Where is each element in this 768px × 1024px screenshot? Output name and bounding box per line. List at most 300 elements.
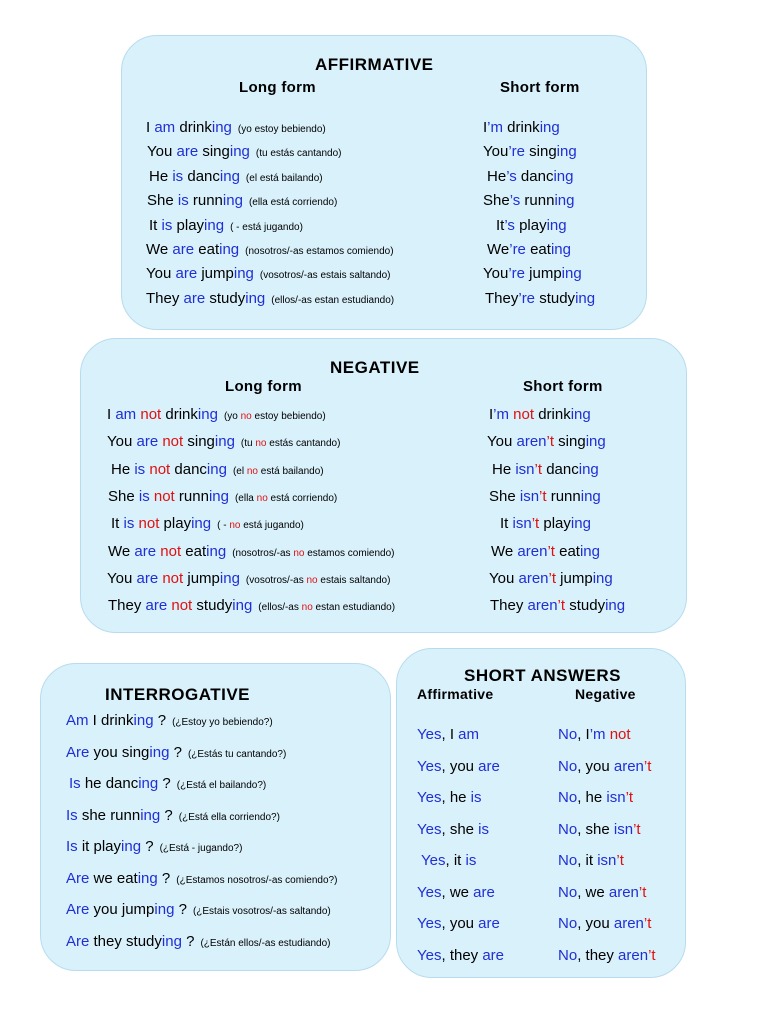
row-segment: not (138, 515, 160, 533)
translation-note (230, 222, 303, 233)
row-segment: ing (605, 597, 626, 615)
table-row (491, 543, 600, 560)
table-row (489, 406, 591, 423)
affirmative-short-header: Short form (500, 79, 580, 96)
row-segment: is (470, 789, 482, 806)
table-row (500, 515, 591, 532)
row-segment: , she (577, 820, 614, 838)
row-segment: danc (516, 167, 554, 185)
row-segment: He (111, 460, 135, 478)
row-segment: She (147, 192, 178, 210)
row-segment: ing (585, 433, 606, 451)
row-segment: Yes (417, 789, 442, 806)
table-row (66, 838, 242, 855)
row-segment: ’re (508, 143, 525, 161)
table-row (483, 143, 577, 160)
table-row (146, 265, 391, 282)
row-segment: Yes (417, 946, 442, 964)
row-segment: ing (211, 119, 232, 136)
row-segment: ’m (493, 406, 509, 423)
note-segment: (¿Estais vosotros/-as saltando) (192, 906, 331, 917)
row-segment: , they (577, 946, 619, 964)
note-segment: está corriendo) (267, 492, 338, 504)
row-segment: ’t (648, 946, 656, 964)
note-segment: no (293, 547, 305, 559)
row-segment: ’t (643, 757, 652, 775)
row-segment: runn (174, 487, 209, 505)
table-row (66, 933, 331, 950)
translation-note (233, 466, 324, 477)
short-answers-title: SHORT ANSWERS (464, 666, 621, 685)
table-row (149, 168, 323, 185)
row-segment: , you (441, 915, 479, 932)
row-segment: eat (194, 241, 220, 258)
row-segment: ing (550, 241, 571, 258)
row-segment: not (160, 542, 182, 560)
row-segment: ing (219, 241, 240, 258)
row-segment: You (489, 569, 519, 587)
row-segment: are (478, 757, 500, 775)
row-segment: They (485, 289, 519, 307)
table-row (417, 758, 500, 775)
table-row (107, 406, 326, 423)
row-segment: It (149, 216, 162, 234)
row-segment: you sing (89, 743, 150, 761)
note-segment: está jugando) (240, 520, 304, 532)
row-segment: are (134, 542, 157, 560)
row-segment: I (489, 406, 494, 423)
note-segment: (nosotros/-as estamos comiendo) (245, 246, 394, 257)
row-segment: Is (66, 806, 78, 824)
row-segment: ’s (504, 216, 515, 234)
row-segment: not (171, 597, 193, 615)
row-segment: am (154, 119, 176, 136)
row-segment: You (483, 265, 509, 283)
note-segment: (el está bailando) (245, 172, 323, 184)
row-segment: isn (606, 789, 626, 806)
table-row (66, 712, 273, 729)
row-segment: drink (175, 119, 212, 136)
row-segment: , you (577, 915, 614, 932)
note-segment: (¿Está ella corriendo?) (178, 811, 280, 823)
row-segment: study (205, 289, 246, 307)
table-row (558, 758, 651, 775)
row-segment: ing (554, 192, 575, 210)
table-row (483, 265, 582, 282)
row-segment: Yes (417, 883, 442, 901)
row-segment: ing (121, 838, 142, 855)
translation-note (241, 438, 341, 449)
table-row (558, 726, 631, 743)
row-segment: They (108, 597, 146, 615)
row-segment: isn (515, 460, 535, 478)
row-segment: runn (520, 192, 555, 210)
row-segment: It (496, 216, 505, 234)
row-segment: ing (137, 869, 158, 887)
row-segment: ing (561, 265, 582, 283)
row-segment: ’t (539, 487, 547, 505)
row-segment: is (478, 820, 490, 838)
row-segment: not (140, 406, 162, 423)
table-row (66, 744, 286, 761)
table-row (558, 884, 646, 901)
row-segment: We (108, 542, 135, 560)
row-segment: We (487, 241, 510, 258)
row-segment: I (483, 119, 488, 136)
row-segment: We (491, 542, 518, 560)
row-segment: , you (577, 757, 614, 775)
row-segment: No (558, 757, 578, 775)
row-segment: Yes (417, 726, 442, 743)
interrogative-title: INTERROGATIVE (105, 685, 251, 704)
row-segment: ing (206, 542, 227, 560)
table-row (558, 789, 633, 806)
note-segment: (ellos/-as estan estudiando) (271, 294, 395, 306)
translation-note (235, 493, 337, 504)
table-row (417, 821, 489, 838)
table-row (108, 488, 337, 505)
row-segment: she runn (77, 806, 141, 824)
row-segment: is (123, 515, 135, 533)
note-segment: (nosotros/-as (232, 547, 294, 559)
note-segment: estoy bebiendo) (251, 411, 326, 422)
row-segment: are (136, 569, 159, 587)
row-segment: ing (222, 192, 243, 210)
row-segment: It (111, 515, 124, 533)
table-row (66, 901, 331, 918)
note-segment: (vosotros/-as estais saltando) (259, 270, 391, 282)
translation-note (179, 812, 280, 823)
translation-note (200, 938, 330, 949)
row-segment: ing (578, 460, 599, 478)
row-segment: She (108, 487, 139, 505)
row-segment: , I (577, 726, 590, 743)
row-segment: She (489, 487, 520, 505)
row-segment: isn (519, 487, 540, 505)
note-segment: estan estudiando) (312, 602, 396, 614)
row-segment: Are (66, 901, 90, 918)
translation-note (232, 548, 394, 559)
row-segment: danc (170, 460, 207, 478)
row-segment: ing (197, 406, 218, 423)
row-segment: isn (613, 820, 634, 838)
row-segment: eat (554, 542, 580, 560)
table-row (69, 775, 266, 792)
translation-note (217, 520, 304, 531)
note-segment: (¿Estoy yo bebiendo?) (172, 717, 273, 728)
table-row (111, 515, 304, 532)
row-segment: jump (183, 569, 220, 587)
short-answers-aff-header: Affirmative (417, 686, 494, 702)
row-segment: aren (518, 569, 549, 587)
translation-note (260, 270, 391, 281)
table-row (558, 915, 651, 932)
row-segment: ’t (548, 569, 557, 587)
row-segment: danc (542, 460, 579, 478)
row-segment: , it (445, 852, 466, 869)
row-segment: aren (527, 597, 558, 615)
note-segment: no (255, 438, 267, 450)
table-row (558, 852, 624, 869)
row-segment: , we (577, 883, 609, 901)
row-segment: are (172, 241, 195, 258)
row-segment: No (558, 852, 578, 869)
row-segment: am (115, 406, 137, 423)
row-segment: ? (157, 869, 171, 887)
row-segment: is (465, 852, 477, 869)
row-segment: are (473, 883, 495, 901)
row-segment: She (483, 192, 510, 210)
table-row (108, 597, 395, 614)
row-segment: ing (219, 569, 240, 587)
note-segment: no (306, 574, 318, 586)
row-segment: ? (141, 838, 154, 855)
row-segment: ’t (531, 515, 540, 533)
row-segment: not (153, 487, 175, 505)
table-row (147, 143, 342, 160)
row-segment: is (161, 216, 173, 234)
row-segment: ing (229, 143, 250, 161)
row-segment: they study (89, 932, 162, 950)
row-segment: ? (158, 775, 171, 792)
affirmative-long-header: Long form (239, 79, 316, 96)
translation-note (188, 749, 286, 760)
row-segment: , she (441, 820, 479, 838)
row-segment: sing (183, 433, 215, 451)
affirmative-title: AFFIRMATIVE (315, 55, 434, 74)
translation-note (176, 875, 337, 886)
row-segment: They (490, 597, 528, 615)
translation-note (256, 148, 342, 159)
interrogative-panel (40, 663, 391, 971)
row-segment: No (558, 820, 578, 838)
table-row (485, 290, 595, 307)
note-segment: (¿Está el bailando?) (176, 780, 267, 791)
row-segment: You (483, 143, 509, 161)
row-segment: No (558, 883, 578, 901)
row-segment: , you (441, 757, 479, 775)
row-segment: are (136, 433, 159, 451)
row-segment: ing (245, 289, 266, 307)
row-segment: ing (138, 775, 159, 792)
table-row (149, 217, 303, 234)
note-segment: (ellos/-as (258, 602, 302, 614)
row-segment: eat (525, 241, 551, 258)
row-segment: ing (553, 167, 574, 185)
row-segment: isn (512, 515, 532, 533)
note-segment: estamos comiendo) (304, 547, 395, 559)
negative-short-header: Short form (523, 378, 603, 395)
row-segment: He (492, 460, 516, 478)
row-segment: ? (174, 901, 187, 918)
row-segment: aren (608, 883, 639, 901)
table-row (146, 241, 394, 258)
row-segment: No (558, 789, 578, 806)
row-segment: They (146, 289, 184, 307)
note-segment: (¿Estás tu cantando?) (187, 748, 287, 760)
row-segment: No (558, 915, 578, 932)
row-segment: runn (546, 487, 581, 505)
note-segment: no (301, 602, 313, 614)
note-segment: (tu (240, 438, 256, 450)
note-segment: ( - (217, 520, 230, 532)
row-segment: not (162, 569, 184, 587)
row-segment: You (147, 143, 177, 161)
translation-note (245, 246, 393, 257)
row-segment: ing (154, 901, 175, 918)
table-row (417, 726, 479, 743)
row-segment: ’s (509, 192, 521, 210)
table-row (421, 852, 476, 869)
row-segment: am (458, 726, 479, 743)
row-segment: is (134, 460, 146, 478)
row-segment: play (172, 216, 205, 234)
row-segment: Yes (417, 820, 442, 838)
row-segment: Yes (417, 757, 442, 775)
row-segment: study (565, 597, 606, 615)
note-segment: (¿Estamos nosotros/-as comiendo?) (176, 874, 338, 886)
row-segment: not (149, 460, 171, 478)
table-row (487, 241, 571, 258)
row-segment: not (513, 406, 535, 423)
row-segment: It (500, 515, 513, 533)
table-row (489, 570, 613, 587)
negative-long-header: Long form (225, 378, 302, 395)
row-segment: aren (517, 542, 548, 560)
row-segment: ing (570, 406, 591, 423)
row-segment: ’t (616, 852, 624, 869)
row-segment: , it (577, 852, 598, 869)
negative-title: NEGATIVE (330, 358, 420, 377)
row-segment: ’re (508, 265, 525, 283)
row-segment: danc (183, 167, 220, 185)
row-segment: ’m (589, 726, 606, 743)
table-row (492, 461, 599, 478)
note-segment: (vosotros/-as (245, 574, 307, 586)
table-row (490, 597, 625, 614)
row-segment: ’t (547, 542, 555, 560)
row-segment: Yes (421, 852, 446, 869)
translation-note (246, 173, 323, 184)
short-answers-panel (396, 648, 686, 978)
table-row (496, 217, 567, 234)
note-segment: no (256, 492, 268, 504)
table-row (487, 433, 606, 450)
row-segment: are (478, 915, 500, 932)
row-segment: aren (613, 915, 644, 932)
row-segment: is (177, 192, 189, 210)
row-segment: it play (77, 838, 122, 855)
translation-note (224, 411, 326, 422)
row-segment: ing (232, 597, 253, 615)
table-row (146, 290, 394, 307)
row-segment: ing (575, 289, 596, 307)
row-segment: I drink (88, 712, 134, 729)
row-segment: ’t (534, 460, 543, 478)
translation-note (258, 602, 395, 613)
note-segment: (el (232, 465, 247, 477)
row-segment: jump (556, 569, 593, 587)
row-segment: eat (181, 542, 207, 560)
row-segment: ing (233, 265, 254, 283)
translation-note (172, 717, 273, 728)
row-segment: ’t (638, 883, 647, 901)
row-segment: I (107, 406, 116, 423)
table-row (483, 192, 575, 209)
row-segment: sing (554, 433, 586, 451)
row-segment: ing (556, 143, 577, 161)
row-segment: Are (66, 932, 90, 950)
translation-note (193, 906, 331, 917)
row-segment: jump (524, 265, 562, 283)
row-segment: Am (66, 712, 89, 729)
negative-panel (80, 338, 687, 633)
row-segment: ? (181, 932, 195, 950)
table-row (107, 433, 340, 450)
note-segment: (yo estoy bebiendo) (237, 124, 326, 135)
row-segment: sing (524, 143, 557, 161)
table-row (146, 119, 326, 136)
note-segment: ( - está jugando) (230, 221, 303, 233)
row-segment: sing (198, 143, 230, 161)
row-segment: are (482, 946, 505, 964)
note-segment: no (246, 465, 258, 477)
row-segment: runn (188, 192, 223, 210)
note-segment: no (229, 520, 241, 532)
row-segment: Is (66, 838, 78, 855)
table-row (111, 461, 324, 478)
note-segment: estás cantando) (266, 438, 341, 450)
row-segment: You (146, 265, 176, 283)
row-segment: play (539, 515, 571, 533)
row-segment: ing (149, 743, 170, 761)
row-segment: ’re (509, 241, 526, 258)
row-segment: No (558, 726, 578, 743)
row-segment: ’t (557, 597, 566, 615)
row-segment: , we (441, 883, 474, 901)
row-segment: ing (204, 216, 225, 234)
table-row (66, 870, 337, 887)
table-row (489, 488, 601, 505)
row-segment: are (176, 143, 199, 161)
row-segment: Are (66, 869, 90, 887)
row-segment: study (535, 289, 576, 307)
row-segment: ing (546, 216, 567, 234)
row-segment: isn (597, 852, 617, 869)
row-segment: play (514, 216, 547, 234)
row-segment: are (145, 597, 168, 615)
table-row (558, 947, 656, 964)
row-segment: aren (613, 757, 644, 775)
row-segment: are (175, 265, 198, 283)
row-segment: You (487, 433, 517, 451)
affirmative-panel (121, 35, 647, 330)
translation-note (246, 575, 391, 586)
row-segment: ’t (643, 915, 652, 932)
row-segment: ’t (546, 433, 555, 451)
row-segment: He (149, 167, 173, 185)
row-segment: ’t (633, 820, 641, 838)
row-segment: ing (580, 487, 601, 505)
table-row (417, 947, 504, 964)
row-segment: ’m (487, 119, 503, 136)
row-segment: ing (570, 515, 591, 533)
row-segment: not (162, 433, 184, 451)
row-segment: ing (140, 806, 161, 824)
row-segment: ’t (625, 789, 634, 806)
translation-note (238, 124, 326, 135)
row-segment: ing (133, 712, 154, 729)
